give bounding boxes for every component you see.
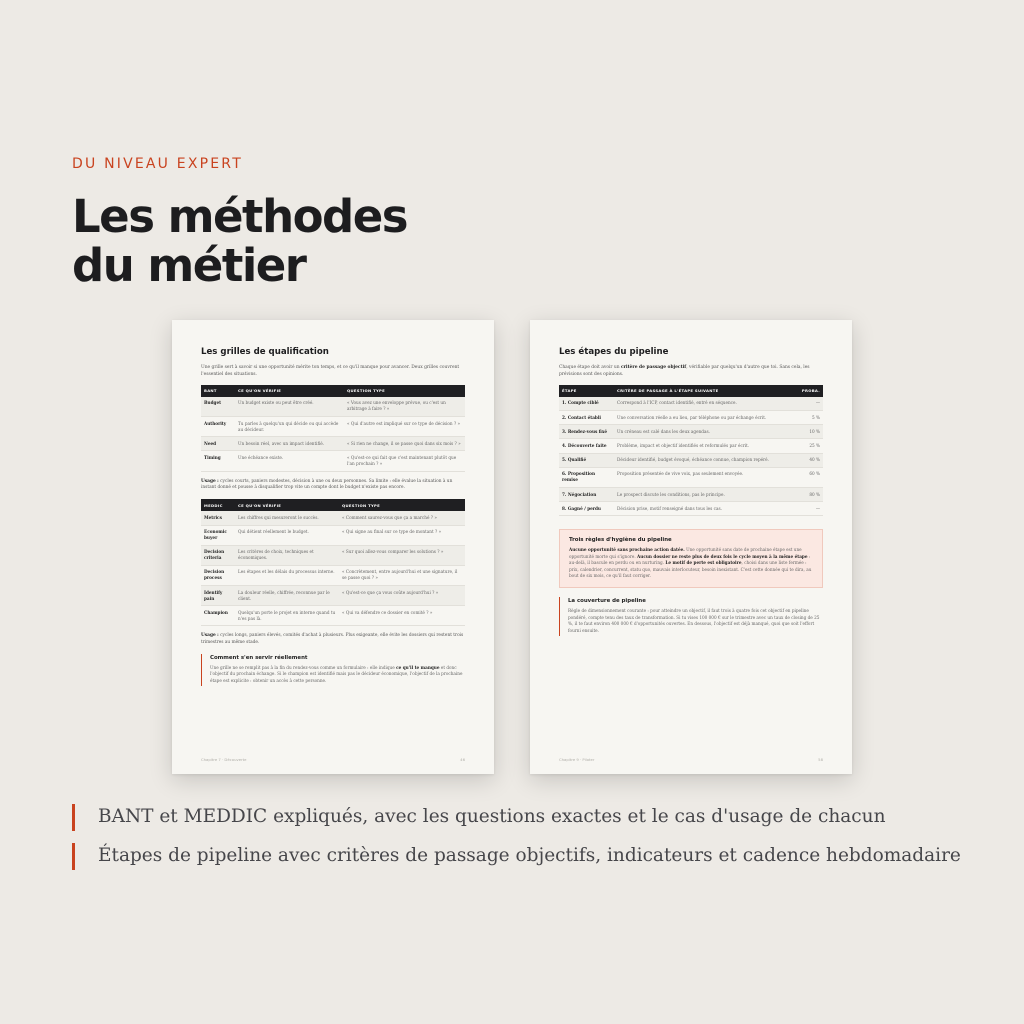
table-cell: Une conversation réelle a eu lieu, par téléphone ou par échange écrit. <box>614 410 793 424</box>
table-cell: Les étapes et les délais du processus interne. <box>235 565 339 585</box>
callout-usage <box>201 654 465 686</box>
table-cell: 5. Qualifié <box>559 453 614 467</box>
table-cell: « Vous avez une enveloppe prévue, ou c'est un arbitrage à faire ? » <box>344 397 465 417</box>
table-cell: Les chiffres qui mesureront le succès. <box>235 511 339 525</box>
rules-bold: Aucune opportunité sans prochaine action datée. <box>569 547 685 553</box>
page-footer <box>559 757 823 762</box>
callout-text <box>210 665 465 684</box>
table-row <box>559 467 823 487</box>
table-row <box>559 439 823 453</box>
meddic-header-row <box>201 499 465 511</box>
table-row <box>559 410 823 424</box>
title-line-2: du métier <box>72 239 306 292</box>
table-cell: Le prospect discute les conditions, pas le principe. <box>614 487 793 501</box>
table-row <box>559 453 823 467</box>
table-cell: 60 % <box>793 467 823 487</box>
table-row <box>559 425 823 439</box>
table-cell: La douleur réelle, chiffrée, reconnue par le client. <box>235 586 339 606</box>
bant-usage <box>201 479 465 493</box>
table-cell: « Concrètement, entre aujourd'hui et une signature, il se passe quoi ? » <box>339 565 465 585</box>
table-cell: 40 % <box>793 453 823 467</box>
title-line-1: Les méthodes <box>72 190 408 243</box>
footer-page-number: 58 <box>818 757 823 762</box>
intro-part: , vérifiable par quelqu'un d'autre que toi. Sans cela, les prévisions sont des opinions. <box>559 365 810 377</box>
usage-text: cycles courts, paniers modestes, décision à une ou deux personnes. Sa limite : elle évalue la situation à un instant donné et pousse à disqualifier trop vite un compte dont le budget n'existe pas encore. <box>201 478 453 491</box>
callout-title: Comment s'en servir réellement <box>210 655 308 662</box>
footer-page-number: 46 <box>460 757 465 762</box>
table-cell: 7. Négociation <box>559 487 614 501</box>
page-preview-pipeline <box>530 320 852 774</box>
table-cell: — <box>793 502 823 516</box>
callout-coverage <box>559 597 823 636</box>
bant-header: BANT <box>201 385 235 397</box>
meddic-table <box>201 499 465 626</box>
table-row <box>201 565 465 585</box>
rules-bold: Aucun dossier ne reste plus de deux fois le cycle moyen à la même étape <box>637 553 808 559</box>
table-cell: Identify pain <box>201 586 235 606</box>
table-cell: Champion <box>201 606 235 626</box>
table-row <box>201 606 465 626</box>
table-cell: 80 % <box>793 487 823 501</box>
pipeline-header: ÉTAPE <box>559 385 614 397</box>
pipeline-header-row <box>559 385 823 397</box>
rules-box <box>559 529 823 588</box>
pipeline-header: CRITÈRE DE PASSAGE À L'ÉTAPE SUIVANTE <box>614 385 793 397</box>
feature-text: Étapes de pipeline avec critères de passage objectifs, indicateurs et cadence hebdomadaire <box>98 845 961 866</box>
rules-text-part: : au-delà, il bascule en perdu ou en nurturing. <box>569 553 811 566</box>
page-left-title: Les grilles de qualification <box>201 347 329 357</box>
callout-text-bold: ce qu'il te manque <box>396 665 440 671</box>
table-cell: Need <box>201 437 235 451</box>
table-row <box>201 451 465 471</box>
intro-part: Chaque étape doit avoir un <box>559 365 621 370</box>
table-cell: 8. Gagné / perdu <box>559 502 614 516</box>
coverage-title: La couverture de pipeline <box>568 598 646 605</box>
table-cell: « Qu'est-ce que ça vous coûte aujourd'hui ? » <box>339 586 465 606</box>
table-cell: Metrics <box>201 511 235 525</box>
table-cell: Un budget existe ou peut être créé. <box>235 397 344 417</box>
table-cell: « Qu'est-ce qui fait que c'est maintenant plutôt que l'an prochain ? » <box>344 451 465 471</box>
table-cell: « Sur quoi allez-vous comparer les solutions ? » <box>339 545 465 565</box>
usage-text: cycles longs, paniers élevés, comités d'achat à plusieurs. Plus exigeante, elle évite les dossiers qui restent trois trimestres au même stade. <box>201 633 464 646</box>
bant-table <box>201 385 465 472</box>
table-cell: Decision criteria <box>201 545 235 565</box>
table-row <box>201 525 465 545</box>
table-cell: Un créneau est calé dans les deux agendas. <box>614 425 793 439</box>
table-cell: Economic buyer <box>201 525 235 545</box>
table-cell: 3. Rendez-vous fixé <box>559 425 614 439</box>
footer-chapter: Chapitre 7 · Découverte <box>201 757 247 762</box>
table-cell: 4. Découverte faite <box>559 439 614 453</box>
table-cell: Décision prise, motif renseigné dans tous les cas. <box>614 502 793 516</box>
pipeline-table <box>559 385 823 517</box>
meddic-header: QUESTION TYPE <box>339 499 465 511</box>
table-cell: Proposition présentée de vive voix, pas seulement envoyée. <box>614 467 793 487</box>
table-row <box>201 545 465 565</box>
rules-text-part: , choisi dans une liste fermée : prix, calendrier, concurrent, statu quo, mauvais interlocuteur, besoin inexistant. C'est cette donnée qui te dira, au bout de six mois, ce qu'il faut corriger. <box>569 560 812 578</box>
meddic-header: CE QU'ON VÉRIFIE <box>235 499 339 511</box>
table-row <box>559 487 823 501</box>
table-cell: Un besoin réel, avec un impact identifié. <box>235 437 344 451</box>
feature-text: BANT et MEDDIC expliqués, avec les questions exactes et le cas d'usage de chacun <box>98 806 886 827</box>
usage-label: Usage : <box>201 478 219 484</box>
table-row <box>201 511 465 525</box>
bant-header-row <box>201 385 465 397</box>
coverage-text: Règle de dimensionnement courante : pour atteindre un objectif, il faut trois à quatre fois cet objectif en pipeline pondéré, compte tenu des taux de transformation. Si tu vises 100 000 € sur le trimestre avec un taux de closing de 25 %, il te faut environ 400 000 € d'opportunités ouvertes. En dessous, l'objectif est déjà manqué, quoi que soit l'effort fourni ensuite. <box>568 608 820 633</box>
table-row <box>201 586 465 606</box>
table-row <box>201 397 465 417</box>
table-cell: 5 % <box>793 410 823 424</box>
rules-title: Trois règles d'hygiène du pipeline <box>569 537 672 544</box>
table-cell: Les critères de choix, techniques et économiques. <box>235 545 339 565</box>
table-cell: 2. Contact établi <box>559 410 614 424</box>
page-footer <box>201 757 465 762</box>
meddic-usage <box>201 633 465 647</box>
table-row <box>201 437 465 451</box>
table-cell: « Si rien ne change, il se passe quoi dans six mois ? » <box>344 437 465 451</box>
pipeline-header: PROBA. <box>793 385 823 397</box>
page-left-intro: Une grille sert à savoir si une opportunité mérite ton temps, et ce qu'il manque pour avancer. Deux grilles couvrent l'essentiel des situations. <box>201 365 460 377</box>
table-cell: « Comment saurez-vous que ça a marché ? » <box>339 511 465 525</box>
table-cell: Problème, impact et objectif identifiés et reformulés par écrit. <box>614 439 793 453</box>
bant-header: QUESTION TYPE <box>344 385 465 397</box>
table-row <box>559 502 823 516</box>
page-title <box>72 192 407 290</box>
table-cell: Une échéance existe. <box>235 451 344 471</box>
rules-text <box>569 547 813 579</box>
page-right-title: Les étapes du pipeline <box>559 347 669 357</box>
accent-bar <box>72 804 75 831</box>
table-cell: Qui détient réellement le budget. <box>235 525 339 545</box>
usage-label: Usage : <box>201 633 219 639</box>
table-cell: Timing <box>201 451 235 471</box>
table-cell: Authority <box>201 416 235 436</box>
accent-bar <box>72 843 75 870</box>
rules-text-part: Une opportunité sans date de prochaine étape est une opportunité morte qui s'ignore. <box>569 547 802 559</box>
table-cell: 25 % <box>793 439 823 453</box>
table-row <box>559 397 823 411</box>
meddic-header: MEDDIC <box>201 499 235 511</box>
eyebrow-label: DU NIVEAU EXPERT <box>72 156 243 172</box>
table-cell: « Qui va défendre ce dossier en comité ? » <box>339 606 465 626</box>
bant-header: CE QU'ON VÉRIFIE <box>235 385 344 397</box>
table-cell: Décideur identifié, budget évoqué, échéance connue, champion repéré. <box>614 453 793 467</box>
table-cell: — <box>793 397 823 411</box>
table-cell: Correspond à l'ICP, contact identifié, entré en séquence. <box>614 397 793 411</box>
page-right-intro <box>559 365 823 379</box>
intro-bold: critère de passage objectif <box>620 365 687 370</box>
callout-text-part: Une grille ne se remplit pas à la fin du rendez-vous comme un formulaire : elle indique <box>210 665 397 671</box>
footer-chapter: Chapitre 9 · Piloter <box>559 757 595 762</box>
table-cell: Budget <box>201 397 235 417</box>
table-cell: Tu parles à quelqu'un qui décide ou qui accède au décideur. <box>235 416 344 436</box>
table-cell: Decision process <box>201 565 235 585</box>
table-cell: 10 % <box>793 425 823 439</box>
page-preview-qualification <box>172 320 494 774</box>
table-cell: Quelqu'un porte le projet en interne quand tu n'es pas là. <box>235 606 339 626</box>
table-row <box>201 416 465 436</box>
table-cell: « Qui d'autre est impliqué sur ce type de décision ? » <box>344 416 465 436</box>
table-cell: « Qui signe au final sur ce type de montant ? » <box>339 525 465 545</box>
rules-bold: Le motif de perte est obligatoire <box>665 560 742 566</box>
callout-text-part: et donc l'objectif du prochain échange. Si le champion est identifié mais pas le décideur économique, l'objectif de la prochaine étape est explicite : obtenir un accès à cette personne. <box>210 665 463 683</box>
table-cell: 6. Proposition remise <box>559 467 614 487</box>
table-cell: 1. Compte ciblé <box>559 397 614 411</box>
